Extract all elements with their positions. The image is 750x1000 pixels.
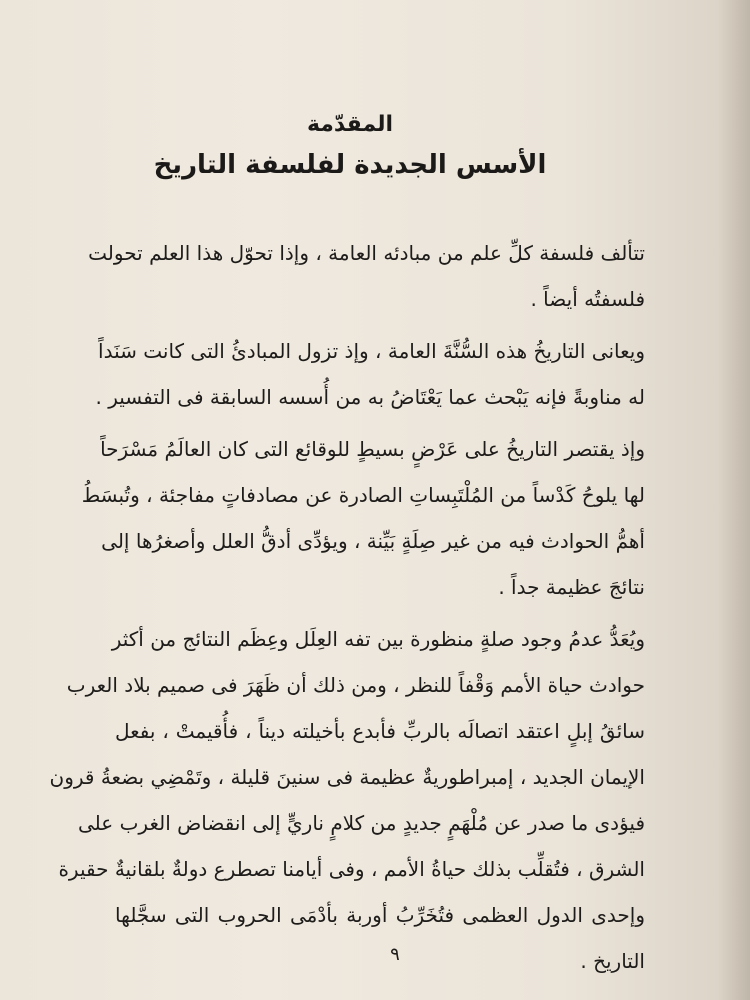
text-line: وإحدى الدول العظمى فتُخَرِّبُ أوربة بأدْمَى الحروب التى سجَّلها bbox=[115, 903, 645, 927]
text-line: وإذ يقتصر التاريخُ على عَرْضٍ بسيطٍ للوقائع التى كان العالَمُ مَسْرَحاً bbox=[100, 437, 645, 461]
page-number: ٩ bbox=[390, 944, 400, 965]
paragraph-4 bbox=[49, 616, 645, 984]
text-line: الإيمان الجديد ، إمبراطوريةٌ عظيمة فى سنينَ قليلة ، وتَمْضِي بضعةُ قرون bbox=[49, 765, 645, 789]
text-line: أهمُّ الحوادث فيه من غير صِلَةٍ بَيِّنة ، ويؤدِّى أدقُّ العلل وأصغرُها إلى bbox=[101, 529, 645, 553]
text-line: التاريخ . bbox=[580, 949, 645, 973]
text-line: لها يلوحُ كَدْساً من المُلْتَبِساتِ الصادرة عن مصادفاتٍ مفاجئة ، وتُبسَطُ bbox=[81, 483, 645, 507]
paragraph-2 bbox=[95, 328, 645, 420]
body-text bbox=[49, 230, 645, 984]
text-line: حوادث حياة الأمم وَقْفاً للنظر ، ومن ذلك أن ظَهَرَ فى صميم بلاد العرب bbox=[66, 673, 645, 697]
text-line: الشرق ، فتُقلِّب بذلك حياةُ الأمم ، وفى أيامنا تصطرع دولةٌ بلقانيةٌ حقيرة bbox=[58, 857, 645, 881]
page-gutter-shadow bbox=[718, 0, 750, 1000]
chapter-heading: المقدّمة bbox=[306, 112, 394, 137]
text-line: سائقُ إبلٍ اعتقد اتصالَه بالربِّ فأبدع بأخيلته ديناً ، فأُقيمتْ ، بفعل bbox=[115, 719, 645, 743]
text-line: نتائجَ عظيمة جداً . bbox=[498, 575, 645, 599]
text-line: فيؤدى ما صدر عن مُلْهَمٍ جديدٍ من كلامٍ ناريٍّ إلى انقضاض الغرب على bbox=[78, 811, 645, 835]
text-line: تتألف فلسفة كلِّ علم من مبادئه العامة ، وإذا تحوّل هذا العلم تحولت bbox=[88, 241, 645, 265]
text-line: ويعانى التاريخُ هذه السُّنَّةَ العامة ، وإذ تزول المبادئُ التى كانت سَنَداً bbox=[98, 339, 645, 363]
paragraph-1 bbox=[88, 230, 645, 322]
text-line: ويُعَدُّ عدمُ وجود صلةٍ منظورة بين تفه العِلَل وعِظَم النتائج من أكثر bbox=[111, 627, 645, 651]
text-line: فلسفتُه أيضاً . bbox=[530, 287, 645, 311]
text-line: له مناوبةً فإنه يَبْحث عما يَعْتَاضُ به من أُسسه السابقة فى التفسير . bbox=[95, 385, 645, 409]
chapter-subtitle: الأسس الجديدة لفلسفة التاريخ bbox=[153, 150, 547, 180]
paragraph-3 bbox=[81, 426, 645, 610]
